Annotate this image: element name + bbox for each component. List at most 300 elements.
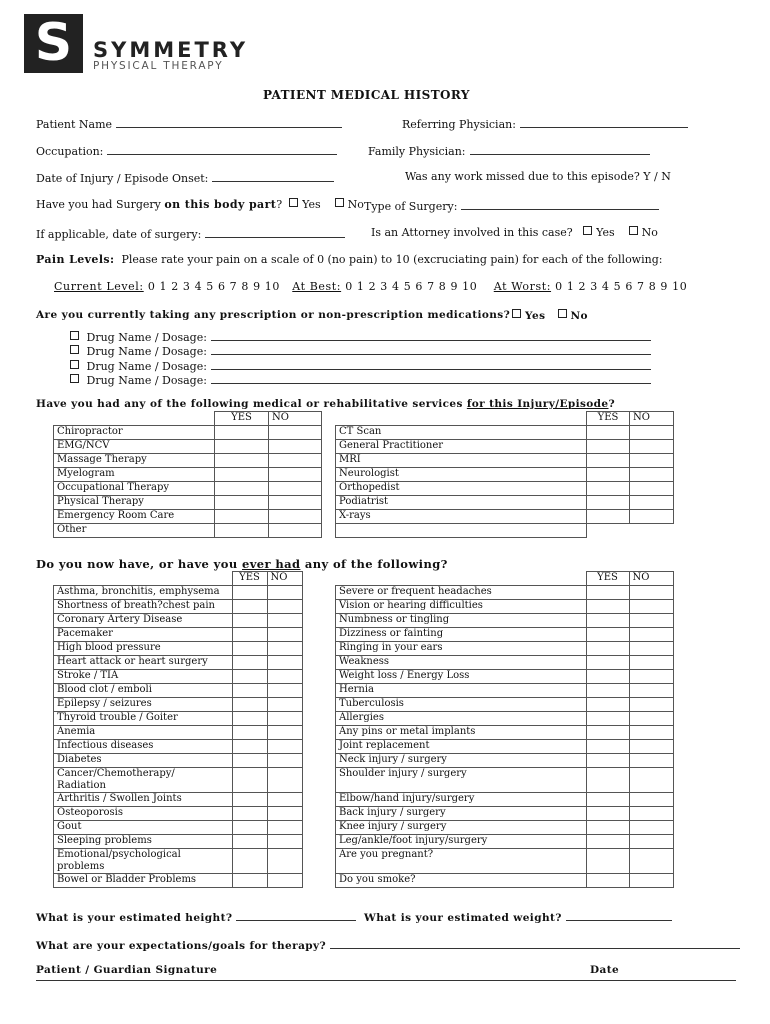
conditions-yes-header-right: YES [586,572,629,586]
service-name: Orthopedist [336,482,587,496]
conditions-row [54,754,674,768]
service-yes-cell[interactable] [215,524,269,538]
condition-no-cell[interactable] [629,793,673,807]
table-spacer [302,821,336,835]
condition-no-cell[interactable] [629,768,673,793]
services-header-row [54,412,674,426]
services-table [53,411,674,538]
condition-no-cell[interactable] [629,712,673,726]
condition-yes-cell[interactable] [232,835,267,849]
condition-yes-cell[interactable] [232,712,267,726]
condition-yes-cell[interactable] [586,874,629,888]
current-level-scale[interactable]: 0 1 2 3 4 5 6 7 8 9 10 [147,280,280,293]
goals-field[interactable] [330,937,740,949]
drug-checkbox[interactable] [70,331,79,340]
condition-no-cell[interactable] [629,849,673,874]
service-no-cell[interactable] [630,468,674,482]
condition-yes-cell[interactable] [232,614,267,628]
condition-name: Ringing in your ears [336,642,587,656]
surgery-question: Have you had Surgery on this body part? [36,198,283,211]
service-name: Neurologist [336,468,587,482]
table-spacer [322,440,336,454]
conditions-row [54,698,674,712]
condition-yes-cell[interactable] [232,793,267,807]
table-spacer [322,468,336,482]
service-yes-cell[interactable] [587,482,630,496]
service-no-cell[interactable] [630,482,674,496]
service-yes-cell[interactable] [587,510,630,524]
service-yes-cell[interactable] [587,426,630,440]
conditions-no-header-right: NO [629,572,673,586]
service-no-cell[interactable] [630,440,674,454]
service-yes-cell[interactable] [215,510,269,524]
conditions-row [54,740,674,754]
condition-name: Coronary Artery Disease [54,614,233,628]
condition-name: Sleeping problems [54,835,233,849]
condition-no-cell[interactable] [267,698,302,712]
condition-no-cell[interactable] [629,740,673,754]
condition-name: Numbness or tingling [336,614,587,628]
signature-label: Patient / Guardian Signature [36,964,218,976]
conditions-row [54,614,674,628]
service-yes-cell[interactable] [215,496,269,510]
medications-no-label: No [570,310,588,322]
conditions-row [54,670,674,684]
service-yes-cell[interactable] [587,524,630,538]
condition-no-cell[interactable] [629,600,673,614]
drug-field[interactable] [211,358,651,370]
service-name: MRI [336,454,587,468]
condition-name: Knee injury / surgery [336,821,587,835]
service-name: Massage Therapy [54,454,215,468]
service-name: Other [54,524,215,538]
condition-yes-cell[interactable] [586,656,629,670]
table-spacer [302,712,336,726]
service-no-cell[interactable] [630,496,674,510]
services-row [54,440,674,454]
condition-name: Gout [54,821,233,835]
condition-name: Heart attack or heart surgery [54,656,233,670]
condition-no-cell[interactable] [267,807,302,821]
condition-no-cell[interactable] [267,849,302,874]
at-worst-label: At Worst: [493,280,552,293]
services-row [54,510,674,524]
service-no-cell[interactable] [630,426,674,440]
date-label: Date [590,964,620,976]
condition-name: Emotional/psychological problems [54,849,233,874]
conditions-row [54,600,674,614]
date-of-surgery-row [36,226,345,241]
condition-yes-cell[interactable] [586,614,629,628]
conditions-row [54,712,674,726]
condition-name: Dizziness or fainting [336,628,587,642]
condition-name: Weight loss / Energy Loss [336,670,587,684]
table-spacer [302,670,336,684]
condition-no-cell[interactable] [629,835,673,849]
condition-name: Severe or frequent headaches [336,586,587,600]
service-no-cell[interactable] [269,496,322,510]
date-of-injury-row [36,170,334,185]
condition-no-cell[interactable] [267,754,302,768]
conditions-row [54,656,674,670]
conditions-row [54,586,674,600]
service-yes-cell[interactable] [215,440,269,454]
drug-line [70,358,651,373]
service-yes-cell[interactable] [215,482,269,496]
condition-yes-cell[interactable] [586,740,629,754]
condition-yes-cell[interactable] [586,600,629,614]
condition-no-cell[interactable] [267,793,302,807]
drug-field[interactable] [211,343,651,355]
service-no-cell[interactable] [269,468,322,482]
services-row [54,496,674,510]
condition-name: Neck injury / surgery [336,754,587,768]
referring-physician-field[interactable] [520,116,688,128]
condition-name: Leg/ankle/foot injury/surgery [336,835,587,849]
services-yes-header: YES [215,412,269,426]
condition-no-cell[interactable] [267,821,302,835]
services-yes-header-right: YES [587,412,630,426]
work-missed-question: Was any work missed due to this episode? Y / N [405,170,671,183]
condition-name: Stroke / TIA [54,670,233,684]
table-spacer [322,496,336,510]
condition-yes-cell[interactable] [232,684,267,698]
condition-no-cell[interactable] [629,586,673,600]
type-of-surgery-label: Type of Surgery: [364,200,458,213]
service-no-cell[interactable] [269,426,322,440]
condition-yes-cell[interactable] [586,793,629,807]
attorney-no-checkbox[interactable] [629,226,638,235]
condition-no-cell[interactable] [629,670,673,684]
condition-no-cell[interactable] [267,628,302,642]
drug-line [70,372,651,387]
services-row [54,524,674,538]
service-no-cell[interactable] [269,524,322,538]
attorney-yes-label: Yes [596,226,615,239]
condition-yes-cell[interactable] [232,874,267,888]
condition-name: Any pins or metal implants [336,726,587,740]
service-no-cell[interactable] [269,440,322,454]
condition-yes-cell[interactable] [232,768,267,793]
conditions-row [54,628,674,642]
services-row [54,468,674,482]
condition-yes-cell[interactable] [586,835,629,849]
date-of-surgery-label: If applicable, date of surgery: [36,228,202,241]
condition-yes-cell[interactable] [232,698,267,712]
conditions-row [54,849,674,874]
goals-label: What are your expectations/goals for therapy? [36,940,327,952]
surgery-yes-checkbox[interactable] [289,198,298,207]
condition-name: Hernia [336,684,587,698]
condition-yes-cell[interactable] [232,628,267,642]
table-spacer [302,698,336,712]
conditions-row [54,793,674,807]
condition-no-cell[interactable] [629,614,673,628]
condition-no-cell[interactable] [629,807,673,821]
condition-no-cell[interactable] [267,768,302,793]
weight-row [364,909,672,924]
patient-name-row [36,116,342,131]
service-name: CT Scan [336,426,587,440]
at-best-scale[interactable]: 0 1 2 3 4 5 6 7 8 9 10 [345,280,478,293]
condition-yes-cell[interactable] [586,754,629,768]
condition-no-cell[interactable] [629,684,673,698]
condition-no-cell[interactable] [629,754,673,768]
condition-no-cell[interactable] [267,642,302,656]
service-name [336,524,587,538]
condition-no-cell[interactable] [267,835,302,849]
height-row [36,909,356,924]
logo-name: SYMMETRY [93,38,249,62]
condition-no-cell[interactable] [267,614,302,628]
patient-name-field[interactable] [116,116,342,128]
condition-yes-cell[interactable] [232,600,267,614]
conditions-row [54,835,674,849]
conditions-row [54,642,674,656]
weight-field[interactable] [566,909,672,921]
table-spacer [302,768,336,793]
table-spacer [322,482,336,496]
condition-name: Allergies [336,712,587,726]
logo-subtitle: PHYSICAL THERAPY [93,60,224,72]
condition-no-cell[interactable] [629,698,673,712]
service-no-cell[interactable] [630,454,674,468]
service-name: Physical Therapy [54,496,215,510]
services-row [54,426,674,440]
condition-no-cell[interactable] [629,874,673,888]
service-yes-cell[interactable] [215,426,269,440]
attorney-yes-checkbox[interactable] [583,226,592,235]
drug-label: Drug Name / Dosage: [86,331,207,344]
drug-field[interactable] [211,329,651,341]
service-yes-cell[interactable] [587,454,630,468]
service-no-cell[interactable] [269,510,322,524]
condition-name: Thyroid trouble / Goiter [54,712,233,726]
pain-levels-label: Pain Levels: [36,253,115,266]
conditions-question: Do you now have, or have you ever had any of the following? [36,557,448,571]
medications-yes-label: Yes [525,310,546,322]
drug-checkbox[interactable] [70,360,79,369]
table-spacer [322,454,336,468]
condition-no-cell[interactable] [267,726,302,740]
at-worst-scale[interactable]: 0 1 2 3 4 5 6 7 8 9 10 [555,280,688,293]
weight-label: What is your estimated weight? [364,912,562,924]
table-spacer [302,754,336,768]
service-no-cell[interactable] [269,482,322,496]
family-physician-row [368,143,650,158]
condition-no-cell[interactable] [629,821,673,835]
condition-name: Tuberculosis [336,698,587,712]
current-level-label: Current Level: [54,280,144,293]
condition-yes-cell[interactable] [586,807,629,821]
service-no-cell[interactable] [269,454,322,468]
occupation-row [36,143,337,158]
condition-no-cell[interactable] [629,726,673,740]
condition-yes-cell[interactable] [586,642,629,656]
service-no-cell[interactable] [630,510,674,524]
attorney-question: Is an Attorney involved in this case? [371,226,573,239]
service-name: EMG/NCV [54,440,215,454]
condition-name: Infectious diseases [54,740,233,754]
pain-scales-row [54,280,687,293]
condition-no-cell[interactable] [267,656,302,670]
services-no-header: NO [269,412,322,426]
family-physician-field[interactable] [470,143,650,155]
condition-no-cell[interactable] [267,586,302,600]
family-physician-label: Family Physician: [368,145,466,158]
condition-yes-cell[interactable] [586,768,629,793]
service-yes-cell[interactable] [587,496,630,510]
condition-yes-cell[interactable] [232,754,267,768]
service-name: X-rays [336,510,587,524]
conditions-header-row [54,572,674,586]
service-yes-cell[interactable] [215,468,269,482]
condition-yes-cell[interactable] [586,712,629,726]
surgery-row [36,198,364,211]
condition-no-cell[interactable] [629,642,673,656]
condition-yes-cell[interactable] [232,670,267,684]
service-name: Occupational Therapy [54,482,215,496]
condition-name: High blood pressure [54,642,233,656]
drug-line [70,343,651,358]
condition-name: Joint replacement [336,740,587,754]
drug-label: Drug Name / Dosage: [86,374,207,387]
at-best-label: At Best: [292,280,342,293]
conditions-row [54,821,674,835]
condition-no-cell[interactable] [267,874,302,888]
drug-field[interactable] [211,372,651,384]
condition-name: Shortness of breath?chest pain [54,600,233,614]
condition-yes-cell[interactable] [232,656,267,670]
table-spacer [322,510,336,524]
services-no-header-right: NO [630,412,674,426]
patient-name-label: Patient Name [36,118,113,131]
condition-name: Arthritis / Swollen Joints [54,793,233,807]
condition-yes-cell[interactable] [586,670,629,684]
condition-name: Blood clot / emboli [54,684,233,698]
service-name: General Practitioner [336,440,587,454]
condition-yes-cell[interactable] [232,821,267,835]
services-question: Have you had any of the following medical or rehabilitative services for this Injury/Episode? [36,398,616,410]
condition-name: Asthma, bronchitis, emphysema [54,586,233,600]
table-spacer [302,807,336,821]
condition-yes-cell[interactable] [586,586,629,600]
page-title: PATIENT MEDICAL HISTORY [263,88,470,102]
service-yes-cell[interactable] [587,468,630,482]
condition-no-cell[interactable] [267,712,302,726]
pain-levels-intro [36,253,662,266]
condition-yes-cell[interactable] [232,726,267,740]
condition-yes-cell[interactable] [232,849,267,874]
surgery-yes-label: Yes [302,198,321,211]
drug-label: Drug Name / Dosage: [86,360,207,373]
service-yes-cell[interactable] [587,440,630,454]
condition-name: Weakness [336,656,587,670]
referring-physician-row [402,116,688,131]
drug-checkbox[interactable] [70,345,79,354]
conditions-table [53,571,674,888]
table-spacer [302,600,336,614]
condition-yes-cell[interactable] [232,807,267,821]
condition-yes-cell[interactable] [232,586,267,600]
condition-name: Shoulder injury / surgery [336,768,587,793]
conditions-row [54,807,674,821]
drug-checkbox[interactable] [70,374,79,383]
goals-row [36,937,740,952]
condition-no-cell[interactable] [267,670,302,684]
condition-yes-cell[interactable] [586,821,629,835]
conditions-row [54,726,674,740]
table-spacer [302,740,336,754]
table-spacer [302,586,336,600]
pain-levels-text: Please rate your pain on a scale of 0 (no pain) to 10 (excruciating pain) for each of the following: [121,253,663,266]
table-spacer [302,628,336,642]
service-yes-cell[interactable] [215,454,269,468]
service-name: Chiropractor [54,426,215,440]
conditions-yes-header: YES [232,572,267,586]
table-spacer [322,426,336,440]
condition-name: Do you smoke? [336,874,587,888]
condition-name: Anemia [54,726,233,740]
service-no-cell[interactable] [630,524,674,538]
referring-physician-label: Referring Physician: [402,118,516,131]
table-spacer [302,874,336,888]
condition-name: Back injury / surgery [336,807,587,821]
condition-yes-cell[interactable] [586,684,629,698]
occupation-field[interactable] [107,143,337,155]
condition-yes-cell[interactable] [586,628,629,642]
condition-no-cell[interactable] [267,740,302,754]
date-of-injury-field[interactable] [212,170,334,182]
medications-yes-checkbox[interactable] [512,309,521,318]
condition-yes-cell[interactable] [586,698,629,712]
condition-no-cell[interactable] [629,628,673,642]
drug-line [70,329,651,344]
condition-no-cell[interactable] [267,600,302,614]
service-name: Myelogram [54,468,215,482]
condition-name: Pacemaker [54,628,233,642]
condition-no-cell[interactable] [629,656,673,670]
surgery-no-checkbox[interactable] [335,198,344,207]
height-label: What is your estimated height? [36,912,233,924]
medications-question: Are you currently taking any prescription or non-prescription medications? [36,309,511,321]
condition-name: Cancer/Chemotherapy/ Radiation [54,768,233,793]
logo-mark [24,14,83,73]
medications-no-checkbox[interactable] [558,309,567,318]
height-field[interactable] [236,909,356,921]
service-name: Podiatrist [336,496,587,510]
services-row [54,482,674,496]
condition-yes-cell[interactable] [232,642,267,656]
condition-no-cell[interactable] [267,684,302,698]
condition-name: Osteoporosis [54,807,233,821]
type-of-surgery-field[interactable] [461,198,659,210]
drug-label: Drug Name / Dosage: [86,345,207,358]
date-of-injury-label: Date of Injury / Episode Onset: [36,172,209,185]
logo-letter: S [34,13,73,73]
conditions-row [54,684,674,698]
condition-yes-cell[interactable] [232,740,267,754]
occupation-label: Occupation: [36,145,104,158]
condition-yes-cell[interactable] [586,849,629,874]
signature-line[interactable] [36,980,736,981]
table-spacer [322,524,336,538]
condition-name: Elbow/hand injury/surgery [336,793,587,807]
services-row [54,454,674,468]
date-of-surgery-field[interactable] [205,226,345,238]
condition-yes-cell[interactable] [586,726,629,740]
service-name: Emergency Room Care [54,510,215,524]
